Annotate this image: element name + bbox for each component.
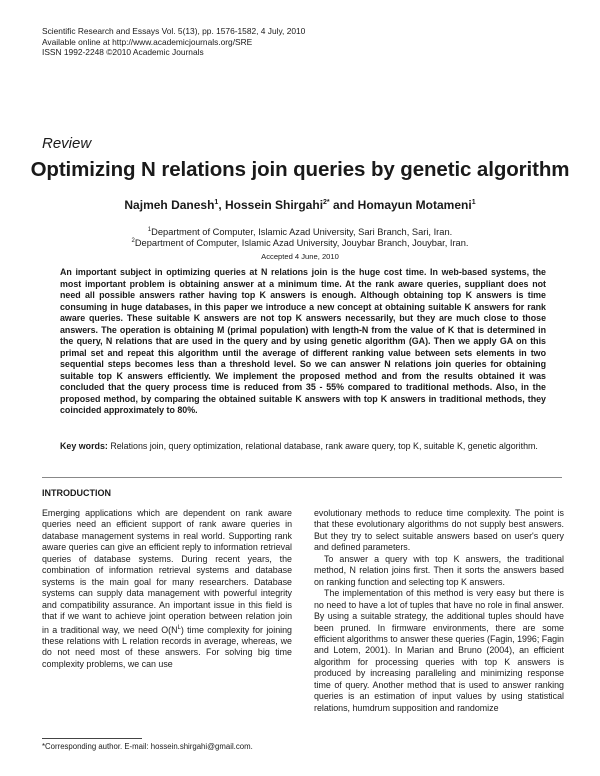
author-name: Hossein Shirgahi [225,198,324,212]
body-paragraph: The implementation of this method is very easy but there is no need to have a lot of tuples that have no role in final answer. By using a suitable strategy, the additional tuples should have been pruned. In firmware environments, there are some efficient algorithms to answer these queries (Fagin, 1996; Fagin and Lotem, 2001). In Marian and Bruno (2004), an efficient algorithm for processing queries with top K answers is produced by increasing paralleling and minimizing response time of query. Another method that is used to answer ranking queries is an estimation of input values by using statistical relations, humdrum supposition and randomize [314,588,564,713]
author-separator: , [218,198,225,212]
article-type-label: Review [42,135,92,152]
paper-title: Optimizing N relations join queries by genetic algorithm [30,158,570,181]
affiliation-text: Department of Computer, Islamic Azad University, Sari Branch, Sari, Iran. [151,227,453,238]
keywords-label: Key words: [60,441,108,451]
journal-issn: ISSN 1992-2248 ©2010 Academic Journals [42,47,204,57]
body-text: ) time complexity for joining these relations with L relation records in average, whereas, we do not need most of these answers. For solving big time complexity problems, we can use [42,624,292,669]
journal-header [42,26,305,58]
body-paragraph: To answer a query with top K answers, the traditional method, N relation joins first. Then it sorts the answers based on ranking function and selecting top K answers. [314,553,564,587]
journal-url-line: Available online at http://www.academicjournals.org/SRE [42,36,253,47]
footnote-rule [42,738,142,739]
author-list [0,198,600,212]
accepted-date: Accepted 4 June, 2010 [261,252,339,261]
body-paragraph: evolutionary methods to reduce time complexity. The point is that these evolutionary algorithms do not supply best answers. But they try to select suitable answers based on user's query and defined parameters. [314,508,564,553]
keywords-text: Relations join, query optimization, relational database, rank aware query, top K, suitable K, genetic algorithm. [110,441,538,451]
affiliation-text: Department of Computer, Islamic Azad University, Jouybar Branch, Jouybar, Iran. [134,238,469,249]
author-affiliation-mark: 2* [323,199,330,206]
body-column-left [42,508,292,670]
author-separator: and [329,198,358,212]
affiliation-mark: 2 [131,238,135,244]
abstract: An important subject in optimizing queries at N relations join is the huge cost time. In web-based systems, the most important problem is obtaining answer at a minimum time. At the rank aware queries, suppliant does not need all possible answers rather having top K answers is enough. Although obtaining top K answers is time consuming in huge databases, in this paper we introduce a new concept at obtaining suitable K answers for rank aware queries. These suitable K answers are not top K answers necessarily, but they are much close to those answers. The operation is obtaining M (primal population) with length-N from the value of K that is determined in the query, N relations that are used in the query and by using genetic algorithm (GA). Then we apply GA on this primal set and repeat this algorithm until the average of different ranking value between sets elements in two sequential steps becomes less than a threshold level. So we can answer N relations join queries for obtaining suitable top K answers efficiently. We implement the proposed method and from the results obtained it was concluded that the query process time is reduced from 35 - 55% compared to traditional methods. Also, in the proposed method, by comparing the obtained suitable K answers with top K answers in traditional methods, they coincided approximately to 80%. [60,267,546,415]
corresponding-author-footnote: *Corresponding author. E-mail: hossein.shirgahi@gmail.com. [42,742,253,751]
affiliation-mark: 1 [147,227,152,233]
body-column-right [314,508,564,714]
author-affiliation-mark: 1 [214,199,219,206]
section-divider [42,477,562,478]
body-text: Emerging applications which are dependent on rank aware queries need an efficient support of rank aware queries in database management systems in real world. Supporting rank aware queries can give an efficient reply to information retrieval queries of database systems. During recent years, the combination of information retrieval systems and database systems is the main goal for many researchers. Database systems can supply data management with powerful integrity and compatibility assurance. An important issue in this field is that if we want to achieve joint operation between relation join in a traditional way, we need O(N [42,508,292,635]
keywords [60,441,546,453]
body-paragraph [42,508,292,670]
author-name: Najmeh Danesh [124,198,215,212]
superscript: L [177,624,181,631]
author-affiliation-mark: 1 [471,199,476,206]
affiliation-2 [0,235,600,249]
author-name: Homayun Motameni [357,198,472,212]
journal-citation: Scientific Research and Essays Vol. 5(13), pp. 1576-1582, 4 July, 2010 [42,26,306,36]
section-heading: INTRODUCTION [42,488,111,498]
